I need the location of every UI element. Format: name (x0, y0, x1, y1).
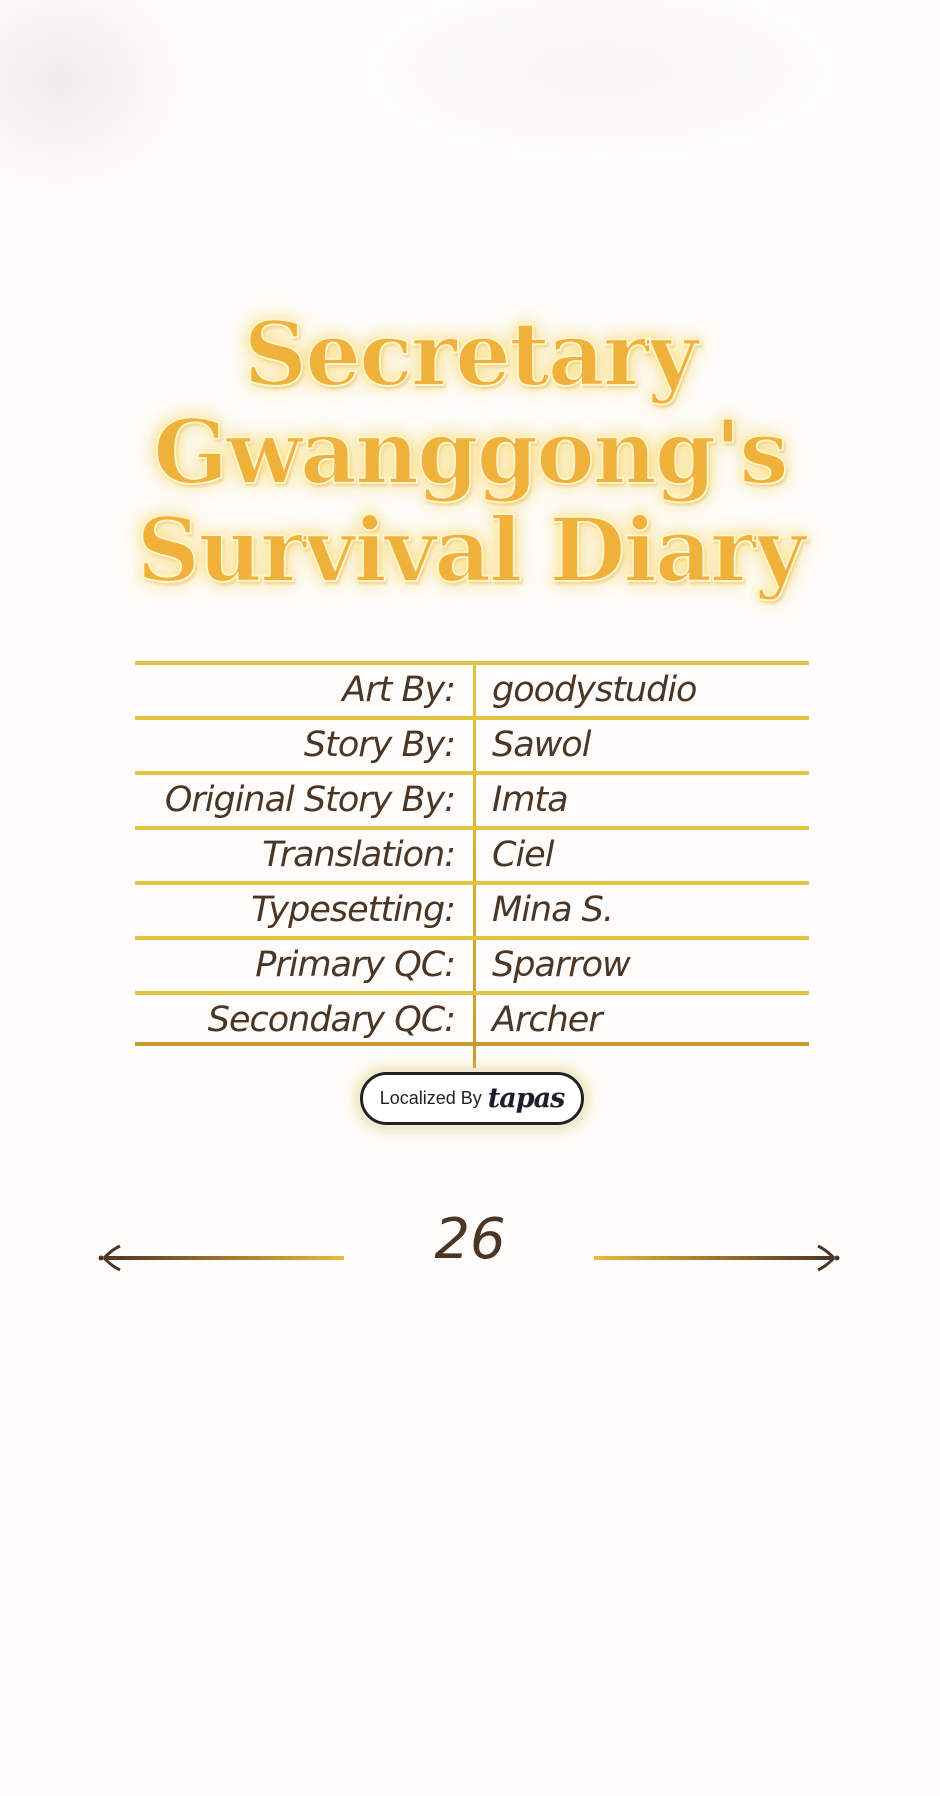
credit-row-translation (135, 826, 809, 881)
chapter-number: 26 (434, 1207, 506, 1272)
title-line-3: Survival Diary (136, 498, 804, 602)
left-ornament-icon (98, 1238, 348, 1278)
credit-row-original-story (135, 771, 809, 826)
credit-name: Imta (492, 780, 568, 820)
credit-row-secondary-qc (135, 991, 809, 1046)
series-title (0, 302, 940, 602)
title-line-1: Secretary (243, 302, 697, 406)
credit-row-primary-qc (135, 936, 809, 991)
credit-role: Original Story By: (164, 780, 455, 820)
credit-name: Sawol (492, 725, 591, 765)
credit-role: Typesetting: (251, 890, 455, 930)
credit-role: Translation: (262, 835, 455, 875)
tapas-logo: tapas (487, 1083, 565, 1114)
credit-row-typesetting (135, 881, 809, 936)
localized-by-badge[interactable] (360, 1072, 584, 1125)
credit-role: Story By: (303, 725, 455, 765)
credit-role: Secondary QC: (207, 1000, 455, 1040)
credit-row-story (135, 716, 809, 771)
credits-table (135, 661, 809, 1046)
right-ornament-icon (590, 1238, 840, 1278)
credit-name: Mina S. (492, 890, 614, 930)
credit-name: Ciel (492, 835, 554, 875)
credit-name: Sparrow (492, 945, 630, 985)
credit-row-art (135, 661, 809, 716)
credit-role: Art By: (342, 670, 455, 710)
credit-name: Archer (492, 1000, 602, 1040)
title-line-2: Gwanggong's (153, 400, 787, 504)
credit-name: goodystudio (492, 670, 697, 710)
credit-role: Primary QC: (255, 945, 455, 985)
badge-prefix: Localized By (379, 1088, 482, 1108)
background-texture (0, 0, 940, 300)
